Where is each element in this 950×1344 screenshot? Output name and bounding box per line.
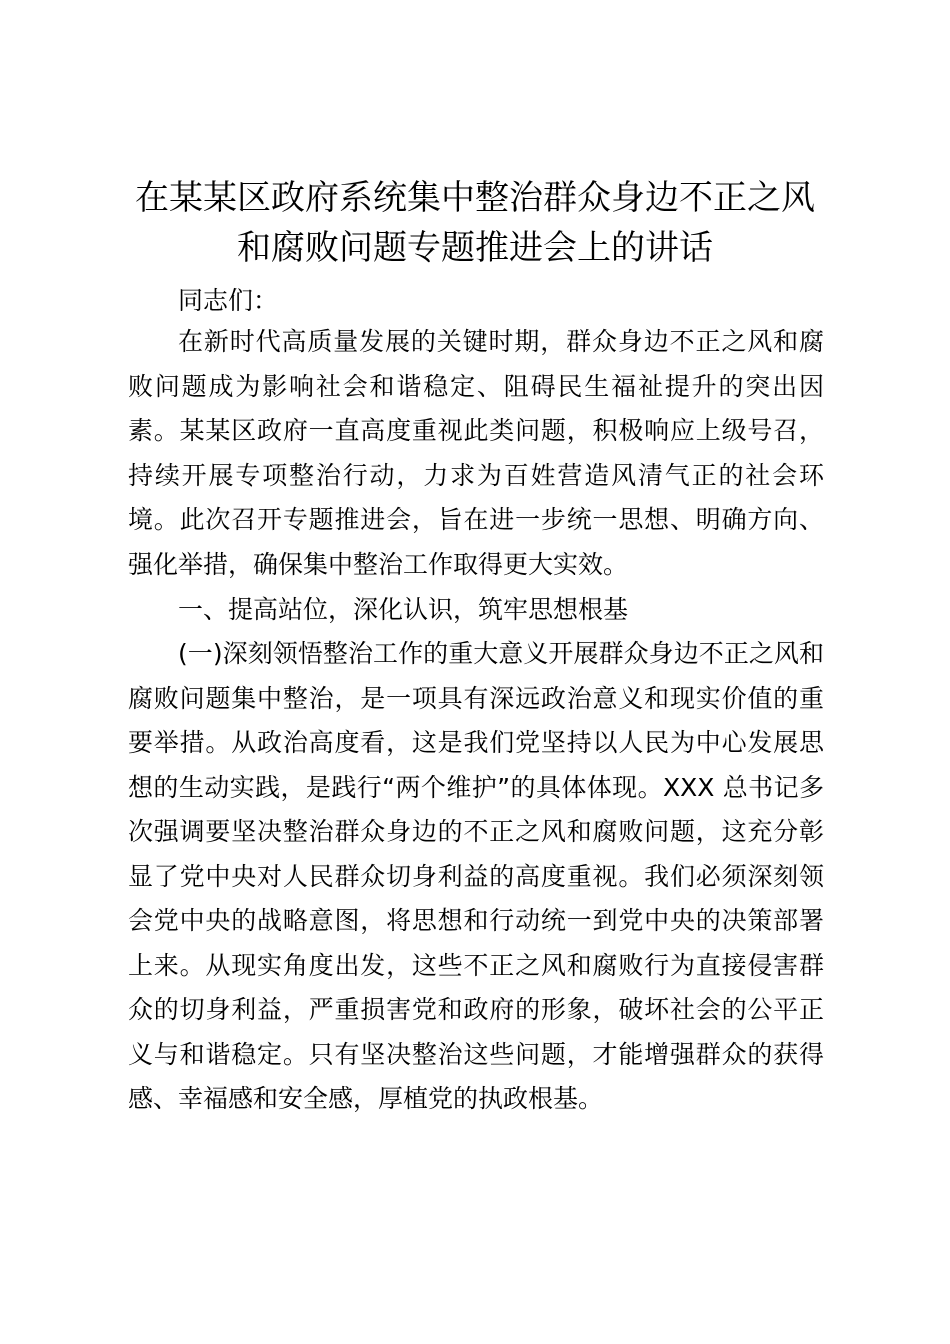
document-title-line-2: 和腐败问题专题推进会上的讲话 <box>237 228 713 268</box>
document-title-line-1: 在某某区政府系统集中整治群众身边不正之风 <box>135 178 815 218</box>
paragraph-intro: 在新时代高质量发展的关键时期，群众身边不正之风和腐败问题成为影响社会和谐稳定、阻碍民生福祉提升的突出因素。某某区政府一直高度重视此类问题，积极响应上级号召，持续开展专项整治行动，力求为百姓营造风清气正的社会环境。此次召开专题推进会，旨在进一步统一思想、明确方向、强化举措，确保集中整治工作取得更大实效。 <box>128 327 824 579</box>
salutation: 同志们： <box>178 286 279 315</box>
section-heading-1: 一、提高站位，深化认识，筑牢思想根基 <box>178 595 629 624</box>
paragraph-section-1-1: (一)深刻领悟整治工作的重大意义开展群众身边不正之风和腐败问题集中整治，是一项具有深远政治意义和现实价值的重要举措。从政治高度看，这是我们党坚持以人民为中心发展思想的生动实践，是践行“两个维护”的具体体现。XXX 总书记多次强调要坚决整治群众身边的不正之风和腐败问题，这充分彰显了党中央对人民群众切身利益的高度重视。我们必须深刻领会党中央的战略意图，将思想和行动统一到党中央的决策部署上来。从现实角度出发，这些不正之风和腐败行为直接侵害群众的切身利益，严重损害党和政府的形象，破坏社会的公平正义与和谐稳定。只有坚决整治这些问题，才能增强群众的获得感、幸福感和安全感，厚植党的执政根基。 <box>128 639 824 1113</box>
